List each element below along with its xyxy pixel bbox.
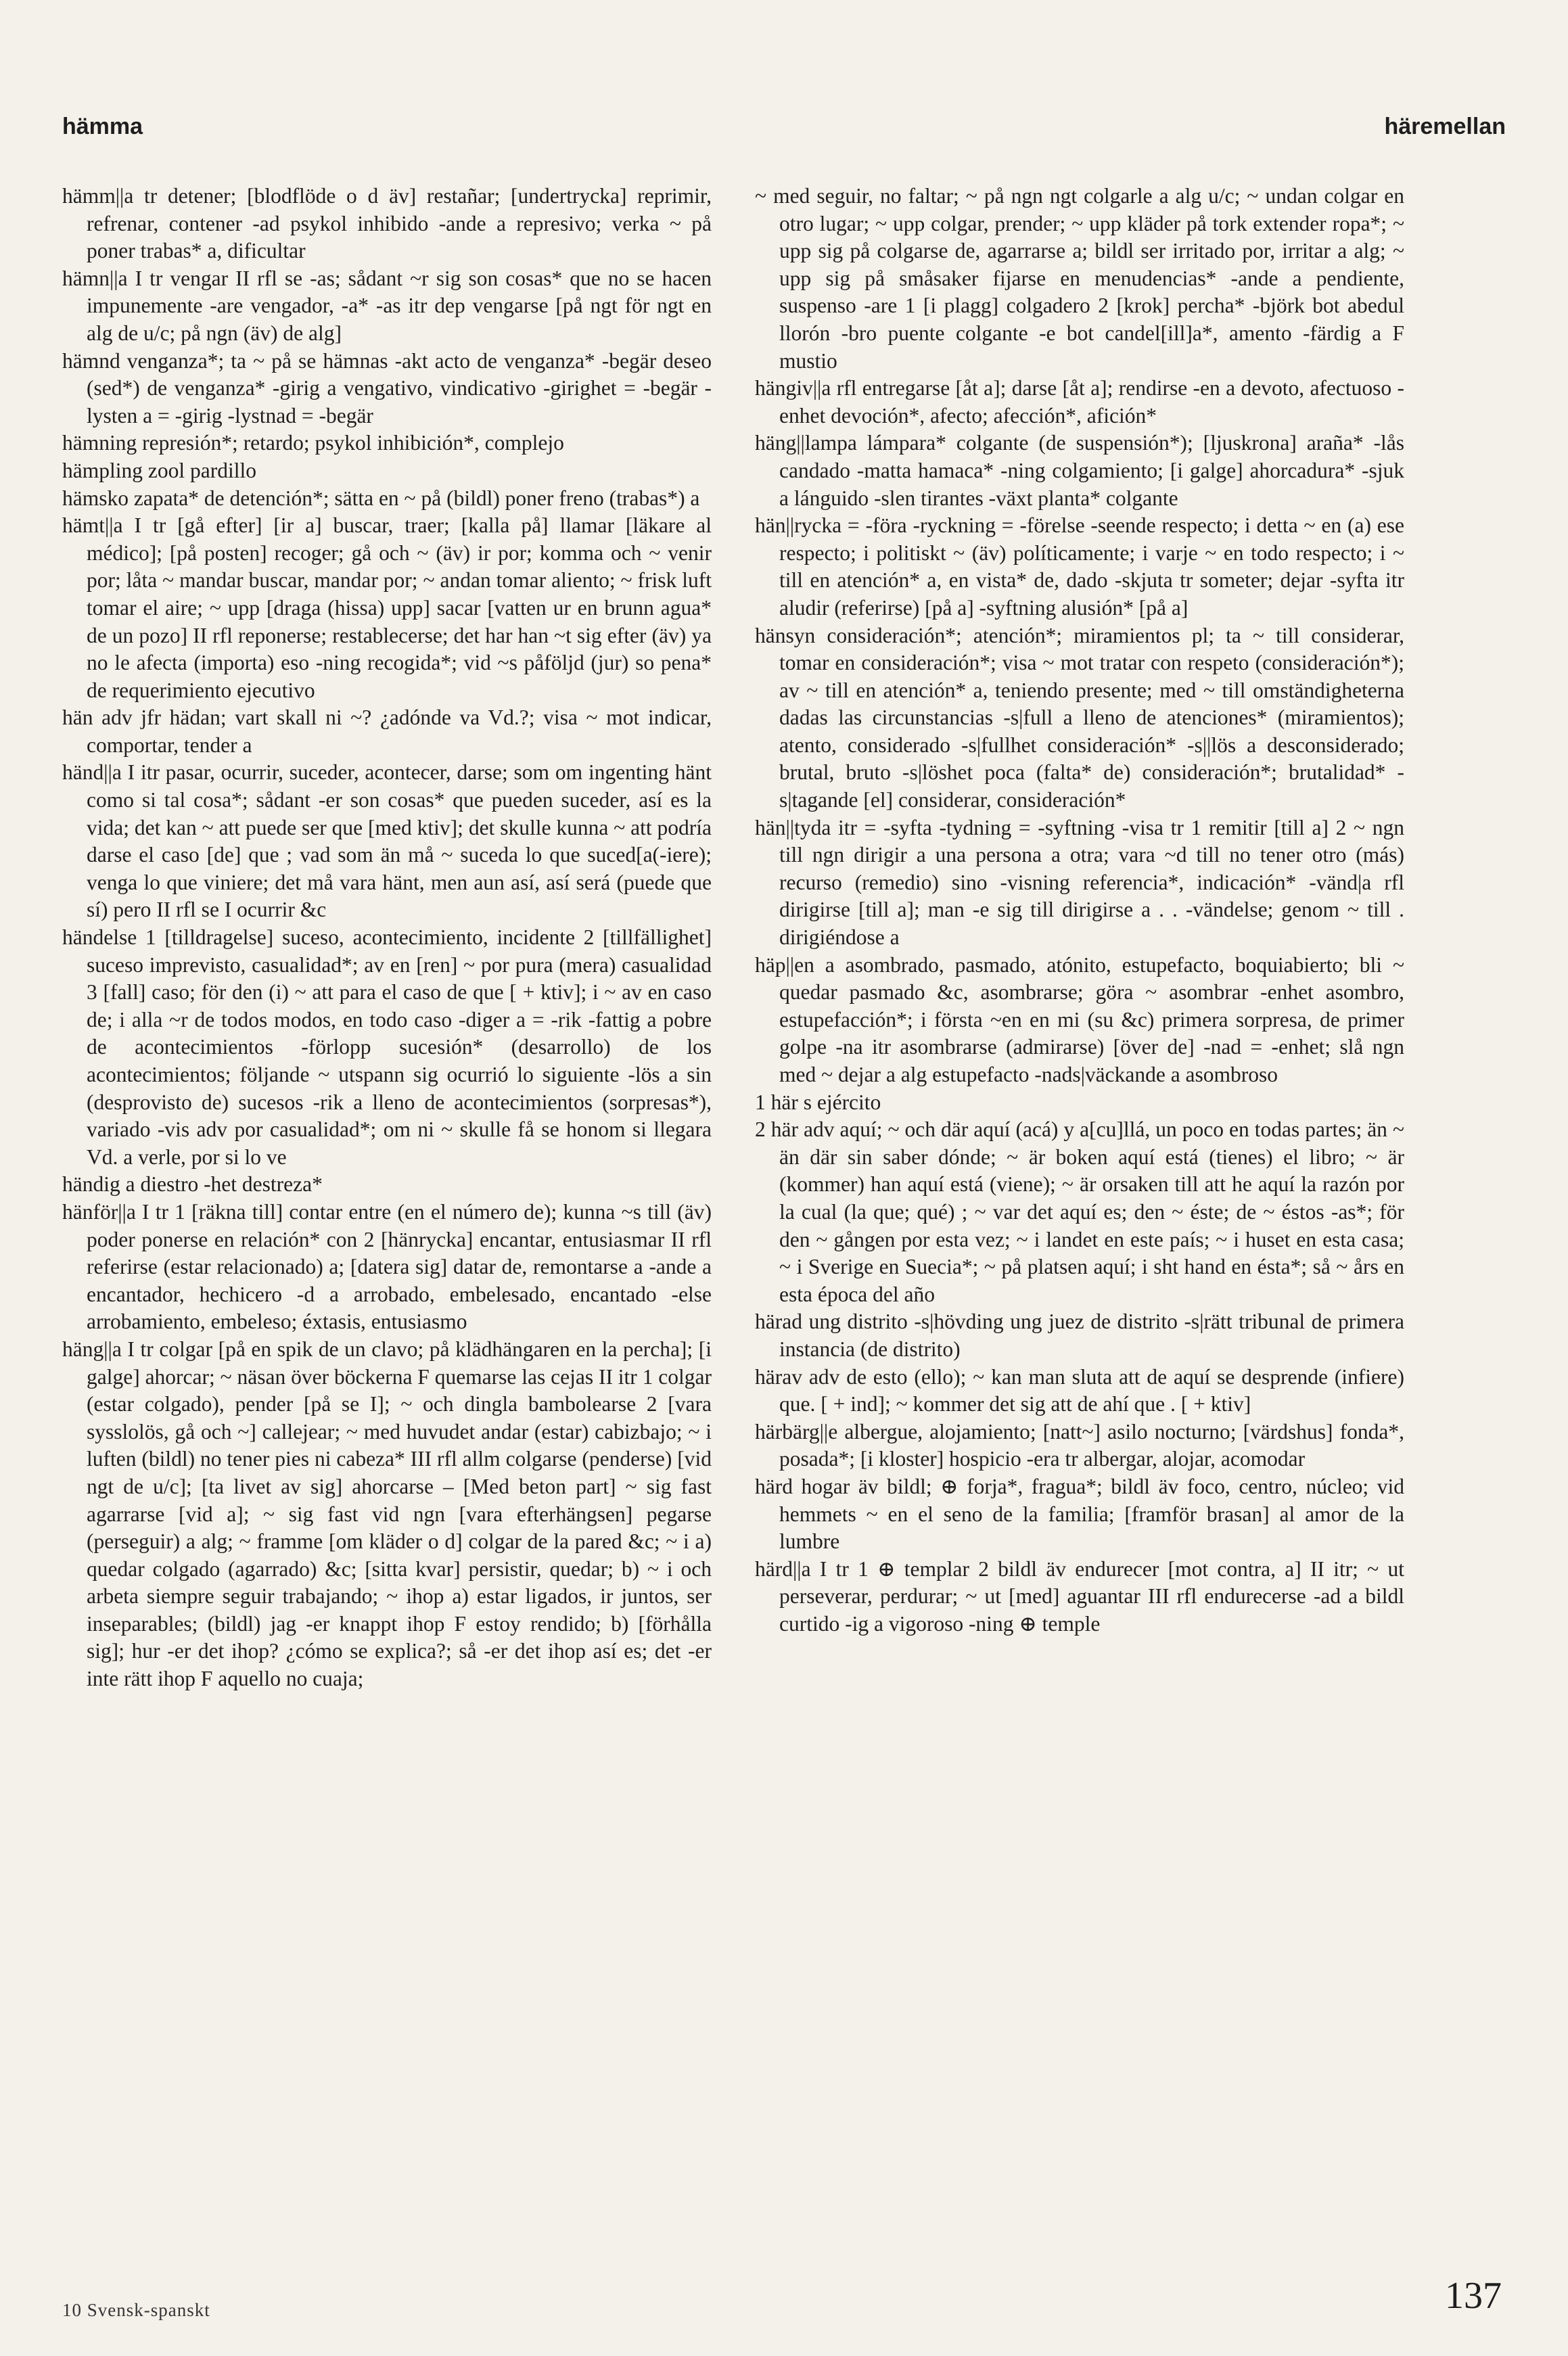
dictionary-entry: hämt||a I tr [gå efter] [ir a] buscar, traer; [kalla på] llamar [läkare al médico]; [på posten] recoger; gå och ~ (äv) ir por; komma och ~ venir por; låta ~ mandar buscar, mandar por; ~ andan tomar aliento; ~ frisk luft tomar el aire; ~ upp [draga (hissa) upp] sacar [vatten ur en brunn agua* de un pozo] II rfl reponerse; restablecerse; det har han ~t sig efter (äv) ya no le afecta (importa) eso -ning recogida*; vid ~s påföljd (jur) so pena* de requerimiento ejecutivo: [62, 513, 712, 702]
dictionary-entry: hängiv||a rfl entregarse [åt a]; darse [åt a]; rendirse -en a devoto, afectuoso -enhet devoción*, afecto; afección*, afición*: [755, 376, 1404, 428]
dictionary-entry: härd hogar äv bildl; ⊕ forja*, fragua*; bildl äv foco, centro, núcleo; vid hemmets ~ en el seno de la familia; [framför brasan] al amor de la lumbre: [755, 1474, 1404, 1554]
dictionary-entry: hän||rycka = -föra -ryckning = -förelse -seende respecto; i detta ~ en (a) ese respecto; i politiskt ~ (äv) políticamente; i varje ~ en todo respecto; i ~ till en atención* a, en vista* de, dado -skjuta tr someter; dejar -syfta itr aludir (referirse) [på a] -syftning alusión* [på a]: [755, 513, 1404, 620]
header-right-guide-word: häremellan: [1384, 114, 1506, 139]
dictionary-entry: härd||a I tr 1 ⊕ templar 2 bildl äv endurecer [mot contra, a] II itr; ~ ut perseverar, perdurar; ~ ut [med] aguantar III rfl endurecerse -ad a bildl curtido -ig a vigoroso -ning ⊕ temple: [755, 1556, 1404, 1636]
dictionary-entry: härav adv de esto (ello); ~ kan man sluta att de aquí se desprende (infiere) que. [ + ind]; ~ kommer det sig att de ahí que . [ + ktiv]: [755, 1364, 1404, 1416]
dictionary-entry: händelse 1 [tilldragelse] suceso, acontecimiento, incidente 2 [tillfällighet] suceso imprevisto, casualidad*; av en [ren] ~ por pura (mera) casualidad 3 [fall] caso; för den (i) ~ att para el caso de que [ + ktiv]; i ~ av en caso de; i alla ~r de todos modos, en todo caso -diger a = -rik -fattig a pobre de acontecimientos -förlopp sucesión* (desarrollo) de los acontecimientos; följande ~ utspann sig ocurrió lo siguiente -lös a sin (desprovisto de) sucesos -rik a lleno de acontecimientos (sorpresas*), variado -vis adv por casualidad*; om ni ~ skulle få se honom si llegara Vd. a verle, por si lo ve: [62, 925, 712, 1169]
dictionary-entry: hämn||a I tr vengar II rfl se -as; sådant ~r sig son cosas* que no se hacen impunemente -are vengador, -a* -as itr dep vengarse [på ngt för ngt en alg de u/c; på ngn (äv) de alg]: [62, 266, 712, 345]
dictionary-entry: hämsko zapata* de detención*; sätta en ~ på (bildl) poner freno (trabas*) a: [62, 486, 700, 510]
dictionary-entry: hämpling zool pardillo: [62, 458, 256, 482]
dictionary-entry: hänsyn consideración*; atención*; miramientos pl; ta ~ till considerar, tomar en consideración*; visa ~ mot tratar con respeto (consideración*); av ~ till en atención* a, teniendo presente; med ~ till omständigheterna dadas las circunstancias -s|full a lleno de atenciones* (miramientos); atento, considerado -s|fullhet consideración* -s||lös a desconsiderado; brutal, bruto -s|löshet poca (falta* de) consideración*; brutalidad* -s|tagande [el] considerar, consideración*: [755, 623, 1404, 812]
dictionary-entry: händ||a I itr pasar, ocurrir, suceder, acontecer, darse; som om ingenting hänt como si tal cosa*; sådant -er son cosas* que pueden suceder, así es la vida; det kan ~ att puede ser que [med ktiv]; det skulle kunna ~ att podría darse el caso [de] que ; vad som än må ~ suceda lo que suced[a(-iere); venga lo que viniere; det må vara hänt, men aun así, así será (puede que sí) pero II rfl se I ocurrir &c: [62, 760, 712, 922]
dictionary-entry: 2 här adv aquí; ~ och där aquí (acá) y a[cu]llá, un poco en todas partes; än ~ än där sin saber dónde; ~ är boken aquí está (tienes) el libro; ~ är (kommer) han aquí está (viene); ~ är orsaken till att he aquí la razón por la cual (la que; qué) ; ~ var det aquí es; den ~ éste; de ~ éstos -as*; för den ~ gången por esta vez; ~ i landet en este país; ~ i huset en esta casa; ~ i Sverige en Suecia*; ~ på platsen aquí; i sht hand en ésta*; så ~ års en esta época del año: [755, 1117, 1404, 1306]
dictionary-entry: hänför||a I tr 1 [räkna till] contar entre (en el número de); kunna ~s till (äv) poder ponerse en relación* con 2 [hänrycka] encantar, entusiasmar II rfl referirse (estar relacionado) a; [datera sig] datar de, remontarse a -ande a encantador, hechicero -d a arrobado, embelesado, encantado -else arrobamiento, embeleso; éxtasis, entusiasmo: [62, 1199, 712, 1334]
dictionary-entry: härbärg||e albergue, alojamiento; [natt~] asilo nocturno; [värdshus] fonda*, posada*; [i kloster] hospicio -era tr albergar, alojar, acomodar: [755, 1419, 1404, 1471]
dictionary-entry: händig a diestro -het destreza*: [62, 1172, 323, 1197]
dictionary-entry: hän adv jfr hädan; vart skall ni ~? ¿adónde va Vd.?; visa ~ mot indicar, comportar, tender a: [62, 706, 712, 757]
dictionary-entry: häp||en a asombrado, pasmado, atónito, estupefacto, boquiabierto; bli ~ quedar pasmado &c, asombrarse; göra ~ asombrar -enhet asombro, estupefacción*; i första ~en en mi (su &c) primera sorpresa, de primer golpe -na itr asombrarse (admirarse) [över de] -nad = -enhet; slå ngn med ~ dejar a alg estupefacto -nads|väckande a asombroso: [755, 952, 1404, 1086]
header-left-guide-word: hämma: [62, 114, 143, 139]
dictionary-entry: hän||tyda itr = -syfta -tydning = -syftning -visa tr 1 remitir [till a] 2 ~ ngn till ngn dirigir a una persona a otra; vara ~d till no tener otro (más) recurso (remedio) sino -visning referencia*, indicación* -vänd|a rfl dirigirse [till a]; man -e sig till dirigirse a . . -vändelse; genom ~ till . dirigiéndose a: [755, 815, 1404, 950]
dictionary-entry: hämning represión*; retardo; psykol inhibición*, complejo: [62, 431, 564, 455]
left-column: [62, 183, 712, 2225]
dictionary-entry: ~ med seguir, no faltar; ~ på ngn ngt colgarle a alg u/c; ~ undan colgar en otro lugar; ~ upp colgar, prender; ~ upp kläder på tork extender ropa*; ~ upp sig på colgarse de, agarrarse a; bildl ser irritado por, irritar a alg; ~ upp sig på småsaker fijarse en menudencias* -ande a pendiente, suspenso -are 1 [i plagg] colgadero 2 [krok] percha* -björk bot abedul llorón -bro puente colgante -e bot candel[ill]a*, amento -färdig a F mustio: [755, 184, 1404, 373]
right-column: [755, 183, 1404, 2225]
dictionary-entry: häng||lampa lámpara* colgante (de suspensión*); [ljuskrona] araña* -lås candado -matta hamaca* -ning colgamiento; [i galge] ahorcadura* -sjuk a lánguido -slen tirantes -växt planta* colgante: [755, 431, 1404, 510]
dictionary-entry: hämm||a tr detener; [blodflöde o d äv] restañar; [undertrycka] reprimir, refrenar, contener -ad psykol inhibido -ande a represivo; verka ~ på poner trabas* a, dificultar: [62, 184, 712, 263]
dictionary-entry: 1 här s ejército: [755, 1090, 881, 1114]
page-number: 137: [1445, 2275, 1502, 2317]
dictionary-entry: häng||a I tr colgar [på en spik de un clavo; på klädhängaren en la percha]; [i galge] ahorcar; ~ näsan över böckerna F quemarse las cejas II itr 1 colgar (estar colgado), pender [på se I]; ~ och dingla bambolearse 2 [vara sysslolös, gå och ~] callejear; ~ med huvudet andar (estar) cabizbajo; ~ i luften (bildl) no tener pies ni cabeza* III rfl allm colgarse (penderse) [vid ngt de u/c]; [ta livet av sig] ahorcarse – [Med beton part] ~ sig fast agarrarse [vid a]; ~ sig fast vid ngn [vara efterhängsen] pegarse (perseguir) a alg; ~ framme [om kläder o d] colgar de la pared &c; ~ i a) quedar colgado (agarrado) &c; [sitta kvar] persistir, quedar; b) ~ i och arbeta siempre seguir trabajando; ~ ihop a) estar ligados, ir juntos, ser inseparables; (bildl) jag -er knappt ihop F estoy rendido; b) [förhålla sig]; hur -er det ihop? ¿cómo se explica?; så -er det ihop así es; det -er inte rätt ihop F aquello no cuaja;: [62, 1337, 712, 1691]
dictionary-entry: härad ung distrito -s|hövding ung juez de distrito -s|rätt tribunal de primera instancia (de distrito): [755, 1310, 1404, 1361]
printer-signature: 10 Svensk-spanskt: [62, 2300, 210, 2320]
dictionary-entry: hämnd venganza*; ta ~ på se hämnas -akt acto de venganza* -begär deseo (sed*) de venganza* -girig a vengativo, vindicativo -girighet = -begär -lysten a = -girig -lystnad = -begär: [62, 348, 712, 428]
